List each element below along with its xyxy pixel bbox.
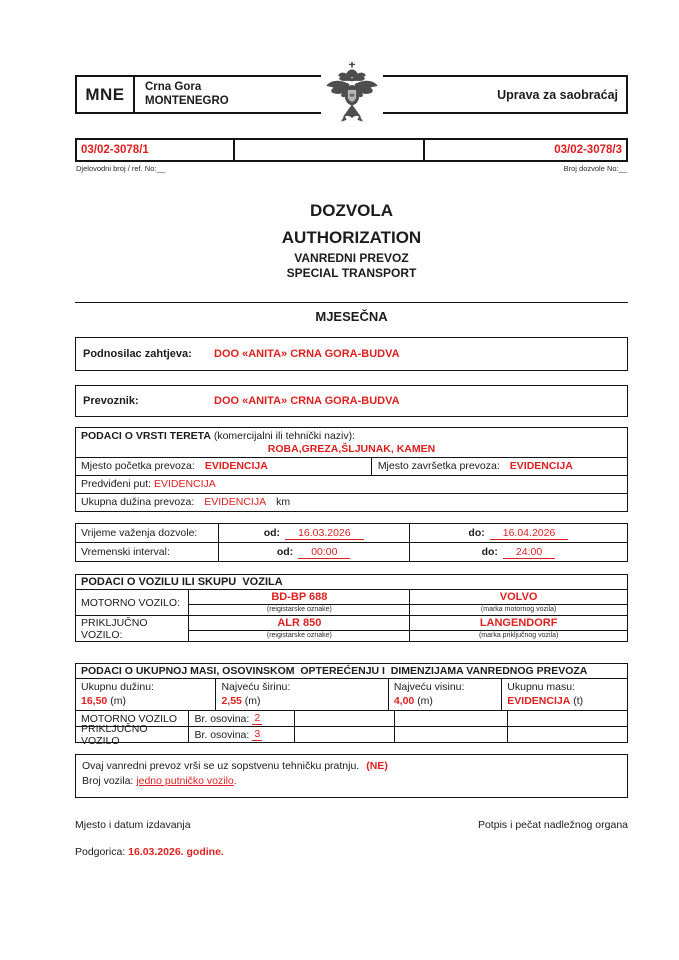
- carrier-box: [75, 385, 628, 417]
- route-label: Predviđeni put:: [81, 478, 152, 490]
- footer-labels: [75, 819, 628, 831]
- transport-start-label: Mjesto početka prevoza:: [81, 460, 195, 472]
- permit-number-label: Broj dozvole No:__: [563, 164, 627, 173]
- trailer-plate-cell: [189, 616, 410, 641]
- country-name-en: MONTENEGRO: [145, 94, 229, 107]
- motor-vehicle-row: [76, 589, 627, 615]
- valid-to-cell: [410, 524, 627, 542]
- country-code: MNE: [85, 84, 125, 104]
- ref-number-cell: [77, 140, 235, 160]
- length-cell: [76, 679, 215, 710]
- escort-vehicles-suffix: .: [233, 774, 237, 787]
- length-value: 16,50: [81, 695, 108, 707]
- length-unit: (m): [110, 695, 126, 707]
- cargo-title-bold: PODACI O VRSTI TERETA: [81, 430, 211, 442]
- cargo-type-value: ROBA,GREZA,ŠLJUNAK, KAMEN: [267, 443, 436, 455]
- horizontal-rule: [75, 302, 628, 303]
- trailer-brand-caption: (marka priključnog vozila): [478, 632, 559, 639]
- empty-cell: [508, 727, 627, 742]
- do-label: do:: [481, 546, 498, 558]
- od-label: od:: [276, 546, 294, 558]
- reference-number-row: [75, 138, 628, 162]
- issue-place-date-label: Mjesto i datum izdavanja: [75, 819, 191, 831]
- mass-value: EVIDENCIJA: [507, 695, 571, 707]
- ref-number: 03/02-3078/1: [81, 144, 149, 156]
- mass-label: Ukupnu masu:: [507, 681, 575, 693]
- document-header: [75, 75, 628, 114]
- motor-axle-count-value: 2: [254, 712, 261, 724]
- height-value: 4,00: [393, 695, 415, 707]
- applicant-box: [75, 337, 628, 371]
- ref-number-label: Djelovodni broj / ref. No:__: [76, 164, 165, 173]
- distance-label: Ukupna dužina prevoza:: [81, 496, 195, 508]
- motor-brand-cell: [410, 590, 627, 615]
- cargo-section: [75, 427, 628, 512]
- escort-vehicles-label: Broj vozila:: [82, 774, 134, 787]
- signature-label: Potpis i pečat nadležnog organa: [477, 819, 628, 831]
- applicant-value: DOO «ANITA» CRNA GORA-BUDVA: [214, 348, 400, 360]
- escort-line2: [82, 774, 627, 789]
- title-dozvola: DOZVOLA: [309, 201, 394, 220]
- height-unit: (m): [417, 695, 433, 707]
- trailer-vehicle-label: [76, 616, 189, 641]
- trailer-axle-count-value: 3: [254, 728, 261, 740]
- length-label: Ukupnu dužinu:: [81, 681, 154, 693]
- transport-start-cell: [76, 458, 372, 475]
- dimensions-row: [76, 679, 627, 711]
- applicant-label: Podnosilac zahtjeva:: [83, 348, 192, 360]
- empty-cell: [395, 711, 508, 726]
- route-row: [76, 475, 627, 493]
- height-cell: [388, 679, 501, 710]
- carrier-label: Prevoznik:: [83, 395, 139, 407]
- trailer-brand-value: LANGENDORF: [410, 616, 627, 631]
- trailer-vehicle-label-text: PRIKLJUČNO VOZILO:: [81, 616, 148, 641]
- coat-of-arms: [321, 62, 383, 130]
- motor-brand-caption: (marka motornog vozila): [480, 606, 557, 613]
- interval-from-cell: [219, 543, 410, 561]
- transport-end-label: Mjesto završetka prevoza:: [377, 460, 500, 472]
- country-name: [135, 77, 229, 112]
- title-special-transport: SPECIAL TRANSPORT: [286, 266, 417, 280]
- trailer-axle-label-cell: [76, 722, 189, 747]
- country-code-cell: [77, 77, 135, 112]
- motor-plate-caption: (reigistarske oznake): [266, 606, 332, 613]
- escort-line1: [82, 759, 627, 774]
- distance-row: [76, 493, 627, 511]
- trailer-brand-cell: [410, 616, 627, 641]
- mass-cell: [501, 679, 627, 710]
- trailer-axle-vehicle-label: PRIKLJUČNO VOZILO: [81, 722, 148, 747]
- cargo-title: [76, 428, 627, 442]
- motor-plate-cell: [189, 590, 410, 615]
- route-value: EVIDENCIJA: [153, 478, 216, 490]
- issue-place: Podgorica:: [75, 846, 126, 858]
- width-value: 2,55: [221, 695, 242, 707]
- vehicle-section: [75, 574, 628, 642]
- transport-start-value: EVIDENCIJA: [204, 460, 268, 472]
- montenegro-eagle-icon: [324, 62, 380, 130]
- motor-axle-count-cell: [189, 711, 295, 726]
- distance-value: EVIDENCIJA: [204, 496, 267, 508]
- title-authorization: AUTHORIZATION: [281, 228, 422, 247]
- title-vanredni-prevoz: VANREDNI PREVOZ: [294, 251, 409, 265]
- od-label: od:: [263, 527, 281, 539]
- empty-cell: [395, 727, 508, 742]
- escort-flag: (NE): [366, 760, 388, 772]
- trailer-plate-value: ALR 850: [189, 616, 409, 631]
- document-content: [75, 75, 628, 858]
- motor-axle-vehicle-label: MOTORNO VOZILO: [81, 712, 178, 725]
- interval-row: [76, 542, 627, 561]
- empty-cell: [508, 711, 627, 726]
- dimensions-section-title: PODACI O UKUPNOJ MASI, OSOVINSKOM OPTEREĆENJU I DIMENZIJAMA VANREDNOG PREVOZA: [76, 664, 627, 679]
- interval-label: Vremenski interval:: [81, 546, 170, 558]
- motor-plate-value: BD-BP 688: [189, 590, 409, 605]
- width-label: Najveću širinu:: [221, 681, 291, 693]
- motor-axle-count-label: Br. osovina:: [194, 712, 250, 725]
- trailer-axle-row: [76, 722, 627, 747]
- country-name-local: Crna Gora: [145, 81, 202, 93]
- validity-section: [75, 523, 628, 562]
- do-label: do:: [468, 527, 485, 539]
- validity-row: [76, 524, 627, 542]
- trailer-axle-count-label: Br. osovina:: [194, 728, 250, 741]
- validity-label-cell: [76, 524, 219, 542]
- interval-to-value: 24:00: [503, 546, 555, 559]
- interval-label-cell: [76, 543, 219, 561]
- ref-empty-cell: [235, 140, 425, 160]
- carrier-value: DOO «ANITA» CRNA GORA-BUDVA: [214, 395, 400, 407]
- valid-from-value: 16.03.2026: [285, 527, 364, 540]
- trailer-vehicle-row: [76, 615, 627, 641]
- motor-vehicle-label: [76, 590, 189, 615]
- issue-line: [75, 846, 628, 858]
- dimensions-section: [75, 663, 628, 747]
- permit-period: MJESEČNA: [315, 309, 388, 324]
- empty-cell: [295, 727, 395, 742]
- height-label: Najveću visinu:: [393, 681, 465, 693]
- escort-text: Ovaj vanredni prevoz vrši se uz sopstvenu tehničku pratnju.: [82, 760, 360, 772]
- authority-name: [497, 77, 626, 112]
- validity-label: Vrijeme važenja dozvole:: [81, 527, 198, 539]
- interval-to-cell: [410, 543, 627, 561]
- transport-end-cell: [372, 458, 627, 475]
- valid-from-cell: [219, 524, 410, 542]
- motor-brand-value: VOLVO: [410, 590, 627, 605]
- empty-cell: [295, 711, 395, 726]
- motor-vehicle-label-text: MOTORNO VOZILO:: [81, 596, 180, 609]
- permit-number: 03/02-3078/3: [554, 144, 622, 156]
- cargo-places-row: [76, 457, 627, 475]
- authority-label: Uprava za saobraćaj: [497, 87, 618, 102]
- mass-unit: (t): [573, 695, 584, 707]
- interval-from-value: 00:00: [298, 546, 350, 559]
- distance-unit: km: [276, 496, 291, 508]
- escort-section: [75, 754, 628, 798]
- valid-to-value: 16.04.2026: [490, 527, 569, 540]
- cargo-title-rest: (komercijalni ili tehnički naziv):: [210, 430, 356, 442]
- width-cell: [215, 679, 387, 710]
- issue-date: 16.03.2026. godine.: [128, 846, 224, 858]
- transport-end-value: EVIDENCIJA: [509, 460, 573, 472]
- trailer-axle-count-cell: [189, 727, 295, 742]
- permit-number-cell: [425, 140, 626, 160]
- width-unit: (m): [244, 695, 261, 707]
- escort-vehicles-value: jedno putničko vozilo: [136, 774, 234, 787]
- reference-labels: [75, 162, 628, 173]
- trailer-plate-caption: (reigistarske oznake): [266, 632, 332, 639]
- vehicle-section-title: PODACI O VOZILU ILI SKUPU VOZILA: [81, 576, 283, 588]
